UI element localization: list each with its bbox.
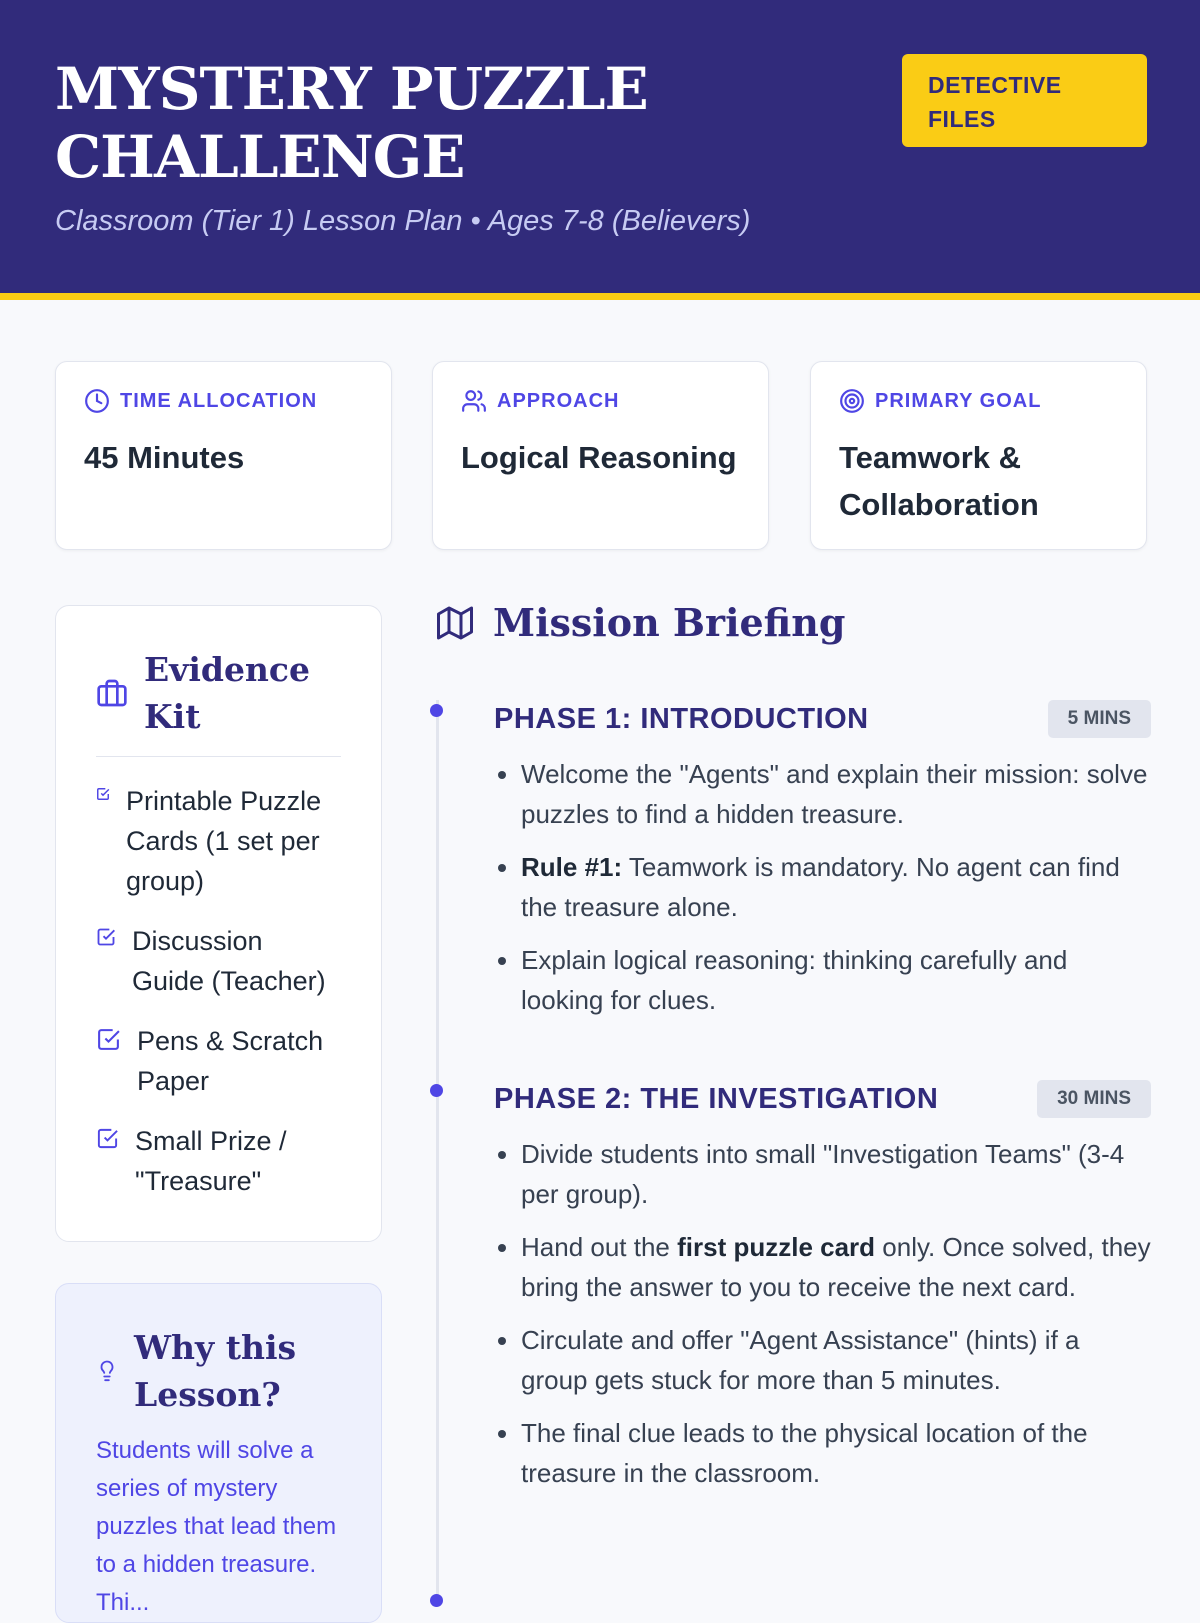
check-square-icon — [96, 787, 110, 801]
phase-duration-badge: 5 MINS — [1048, 700, 1151, 738]
check-square-icon — [96, 1027, 121, 1052]
check-square-icon — [96, 1127, 119, 1150]
card-value: Teamwork & Collaboration — [839, 440, 1039, 522]
approach-card — [432, 361, 769, 550]
target-icon — [839, 388, 865, 414]
timeline-dot — [430, 1084, 443, 1097]
list-item: Discussion Guide (Teacher) — [96, 921, 341, 1001]
evidence-kit-title: Evidence Kit — [144, 650, 311, 736]
briefcase-icon — [96, 677, 128, 709]
mission-briefing — [435, 600, 1147, 645]
phase-duration-badge: 30 MINS — [1037, 1080, 1151, 1118]
card-value: 45 Minutes — [84, 440, 245, 475]
list-item: • Circulate and offer "Agent Assistance" (hints) if a group gets stuck for more than 5 minutes. — [521, 1320, 1151, 1400]
timeline-dot — [430, 704, 443, 717]
card-label: TIME ALLOCATION — [120, 389, 318, 412]
page-title: MYSTERY PUZZLE CHALLENGE — [55, 55, 648, 191]
phase-title: PHASE 1: INTRODUCTION — [494, 702, 869, 735]
time-allocation-card — [55, 361, 392, 550]
list-item: • The final clue leads to the physical location of the treasure in the classroom. — [521, 1413, 1151, 1493]
card-label: PRIMARY GOAL — [875, 389, 1042, 412]
clock-icon — [84, 388, 110, 414]
map-icon — [437, 605, 473, 641]
timeline — [436, 700, 1151, 1600]
list-item: • Divide students into small "Investigation Teams" (3-4 per group). — [521, 1134, 1151, 1214]
phase-1 — [494, 700, 1151, 1033]
page-subtitle: Classroom (Tier 1) Lesson Plan • Ages 7-8 (Believers) — [55, 205, 751, 237]
why-lesson-title: Why this Lesson? — [134, 1328, 297, 1414]
list-item: Pens & Scratch Paper — [96, 1021, 341, 1101]
phase-title: PHASE 2: THE INVESTIGATION — [494, 1082, 939, 1115]
list-item: • Hand out the first puzzle card only. Once solved, they bring the answer to you to receive the next card. — [521, 1227, 1151, 1307]
list-item: • Welcome the "Agents" and explain their mission: solve puzzles to find a hidden treasure. — [521, 754, 1151, 834]
list-item: • Explain logical reasoning: thinking carefully and looking for clues. — [521, 940, 1151, 1020]
detective-files-badge: DETECTIVE FILES — [902, 54, 1147, 147]
check-square-icon — [96, 927, 116, 947]
users-icon — [461, 388, 487, 414]
card-label: APPROACH — [497, 389, 620, 412]
timeline-dot — [430, 1594, 443, 1607]
why-lesson-panel — [55, 1283, 382, 1623]
card-value: Logical Reasoning — [461, 440, 737, 475]
list-item: Small Prize / "Treasure" — [96, 1121, 341, 1201]
evidence-kit-panel — [55, 605, 382, 1242]
header — [0, 0, 1200, 300]
mission-briefing-title: Mission Briefing — [493, 600, 846, 645]
primary-goal-card — [810, 361, 1147, 550]
list-item: Printable Puzzle Cards (1 set per group) — [96, 781, 341, 901]
why-lesson-text: Students will solve a series of mystery puzzles that lead them to a hidden treasure. Thi... — [96, 1437, 337, 1616]
lightbulb-icon — [96, 1360, 118, 1382]
phase-2 — [494, 1080, 1151, 1506]
list-item: • Rule #1: Teamwork is mandatory. No agent can find the treasure alone. — [521, 847, 1151, 927]
